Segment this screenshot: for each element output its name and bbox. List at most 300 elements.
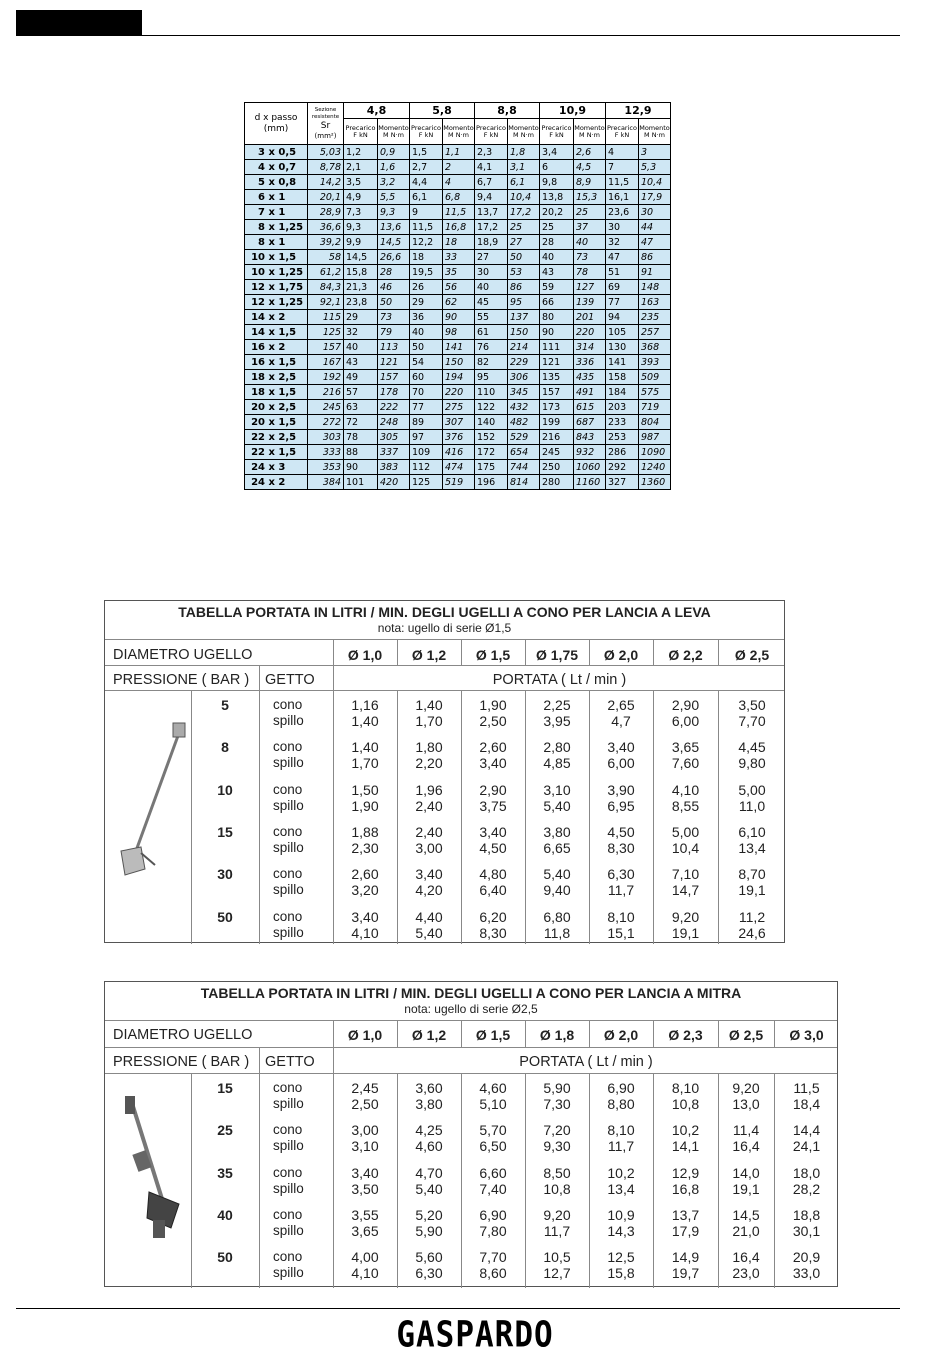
preload-cell: 78: [344, 430, 378, 445]
preload-cell: 66: [540, 295, 574, 310]
preload-cell: 20,2: [540, 205, 574, 220]
preload-cell: 18: [410, 250, 443, 265]
table-note: nota: ugello di serie Ø1,5: [377, 621, 512, 635]
jet-cono: cono: [273, 697, 303, 712]
flow-cono-value: 3,40: [351, 1164, 379, 1181]
torque-cell: 78: [574, 265, 606, 280]
diameter-label: DIAMETRO UGELLO: [113, 1027, 253, 1043]
rule: [105, 1073, 837, 1074]
flow-spillo-value: 10,4: [671, 839, 700, 856]
jet-spillo: spillo: [273, 755, 304, 771]
pitch-value: 1,25: [278, 221, 304, 233]
flow-cono-value: 1,40: [351, 739, 379, 756]
pressure-value: 10: [217, 781, 233, 798]
flow-spillo-value: 4,10: [351, 1265, 379, 1282]
diameter-pitch-cell: 16 x 1,5: [245, 355, 308, 370]
flow-spillo-value: 14,7: [671, 882, 700, 899]
pitch-value: 1,5: [278, 326, 297, 338]
torque-cell: 33: [443, 250, 475, 265]
preload-cell: 140: [475, 415, 508, 430]
section-cell: 115: [308, 310, 344, 325]
torque-header: [378, 119, 410, 145]
torque-cell: 376: [443, 430, 475, 445]
torque-cell: 432: [508, 400, 540, 415]
preload-cell: 11,5: [606, 175, 639, 190]
pitch-value: 0,7: [278, 161, 297, 173]
torque-cell: 73: [378, 310, 410, 325]
flow-spillo-value: 12,7: [543, 1265, 571, 1282]
torque-cell: 9,3: [378, 205, 410, 220]
flow-spillo-value: 6,50: [479, 1138, 507, 1155]
preload-cell: 121: [540, 355, 574, 370]
diameter-pitch-cell: 8 x 1: [245, 235, 308, 250]
preload-cell: 130: [606, 340, 639, 355]
torque-header: [574, 119, 606, 145]
section-caption: resistente: [311, 113, 340, 120]
preload-cell: 25: [540, 220, 574, 235]
diameter-value: 24: [251, 461, 265, 473]
preload-cell: 110: [475, 385, 508, 400]
preload-header: [606, 119, 639, 145]
flow-spillo-value: 5,10: [479, 1096, 507, 1112]
preload-cell: 6,7: [475, 175, 508, 190]
pitch-value: 1,5: [278, 446, 297, 458]
flow-spillo-value: 10,8: [671, 1096, 700, 1112]
preload-cell: 280: [540, 475, 574, 490]
flow-label: PORTATA ( Lt / min ): [519, 1054, 653, 1070]
jet-label: GETTO: [265, 672, 315, 688]
preload-cell: 286: [606, 445, 639, 460]
flow-cono-value: 6,60: [479, 1164, 507, 1181]
torque-cell: 1240: [639, 460, 671, 475]
flow-spillo-value: 19,7: [671, 1265, 700, 1282]
preload-cell: 253: [606, 430, 639, 445]
diameter-value: 16: [251, 341, 265, 353]
flow-cono-value: 20,9: [792, 1249, 821, 1266]
preload-cell: 36: [410, 310, 443, 325]
torque-cell: 157: [378, 370, 410, 385]
flow-cono-value: 10,5: [543, 1249, 571, 1266]
torque-cell: 11,5: [443, 205, 475, 220]
flow-spillo-value: 7,40: [479, 1180, 507, 1197]
preload-cell: 89: [410, 415, 443, 430]
preload-cell: 40: [344, 340, 378, 355]
torque-cell: 44: [639, 220, 671, 235]
flow-cono-value: 5,60: [415, 1249, 443, 1266]
flow-spillo-value: 9,40: [543, 882, 571, 899]
flow-cono-value: 2,65: [607, 697, 635, 713]
preload-cell: 141: [606, 355, 639, 370]
preload-cell: 9: [410, 205, 443, 220]
flow-spillo-value: 1,70: [351, 755, 379, 772]
diameter-pitch-cell: 14 x 2: [245, 310, 308, 325]
diameter-pitch-cell: 16 x 2: [245, 340, 308, 355]
flow-cono-value: 2,25: [543, 697, 571, 713]
flow-cono-value: 6,30: [607, 866, 635, 883]
flow-cono-value: 13,7: [671, 1206, 700, 1223]
torque-cell: 336: [574, 355, 606, 370]
flow-spillo-value: 8,60: [479, 1265, 507, 1282]
preload-cell: 3,5: [344, 175, 378, 190]
pressure-value: 15: [217, 1080, 233, 1096]
flow-spillo-value: 11,7: [607, 882, 635, 899]
flow-spillo-value: 23,0: [732, 1265, 760, 1282]
flow-spillo-value: 21,0: [732, 1222, 760, 1239]
torque-title: Momento: [508, 123, 539, 132]
torque-cell: 17,2: [508, 205, 540, 220]
jet-cono: cono: [273, 1249, 303, 1265]
preload-cell: 45: [475, 295, 508, 310]
torque-unit: M N·m: [579, 130, 600, 139]
flow-spillo-value: 4,60: [415, 1138, 443, 1155]
flow-cono-value: 9,20: [732, 1080, 760, 1096]
preload-cell: 47: [606, 250, 639, 265]
preload-cell: 9,8: [540, 175, 574, 190]
flow-cono-value: 9,20: [671, 908, 700, 925]
table-row: [245, 295, 671, 310]
preload-cell: 9,9: [344, 235, 378, 250]
flow-spillo-value: 3,75: [479, 797, 507, 814]
diameter-pitch-cell: 22 x 1,5: [245, 445, 308, 460]
torque-cell: 194: [443, 370, 475, 385]
flow-spillo-value: 8,30: [607, 839, 635, 856]
flow-spillo-value: 2,50: [351, 1096, 379, 1112]
flow-spillo-value: 6,65: [543, 839, 571, 856]
diameter-pitch-cell: 20 x 2,5: [245, 400, 308, 415]
section-cell: 39,2: [308, 235, 344, 250]
torque-cell: 139: [574, 295, 606, 310]
torque-cell: 121: [378, 355, 410, 370]
rule: [191, 690, 192, 944]
flow-cono-value: 4,10: [671, 781, 700, 798]
preload-cell: 4: [606, 145, 639, 160]
pitch-value: 1,5: [278, 356, 297, 368]
preload-cell: 109: [410, 445, 443, 460]
flow-cono-value: 4,80: [479, 866, 507, 883]
diameter-value: 5: [258, 176, 265, 188]
torque-cell: 509: [639, 370, 671, 385]
section-unit: (mm²): [314, 131, 337, 140]
torque-cell: 932: [574, 445, 606, 460]
table-row: [245, 430, 671, 445]
flow-spillo-value: 11,0: [738, 797, 766, 814]
flow-cono-value: 5,00: [671, 823, 700, 840]
flow-cono-value: 4,60: [479, 1080, 507, 1096]
preload-cell: 69: [606, 280, 639, 295]
torque-cell: 27: [508, 235, 540, 250]
flow-spillo-value: 3,65: [351, 1222, 379, 1239]
diameter-pitch-cell: 4 x 0,7: [245, 160, 308, 175]
torque-cell: 37: [574, 220, 606, 235]
rule: [105, 690, 784, 691]
flow-cono-value: 18,0: [792, 1164, 821, 1181]
torque-cell: 220: [574, 325, 606, 340]
torque-cell: 222: [378, 400, 410, 415]
torque-cell: 235: [639, 310, 671, 325]
diameter-pitch-cell: 22 x 2,5: [245, 430, 308, 445]
pitch-value: 1,75: [278, 281, 304, 293]
preload-cell: 4,4: [410, 175, 443, 190]
diameter-pitch-cell: 12 x 1,25: [245, 295, 308, 310]
torque-cell: 368: [639, 340, 671, 355]
flow-cono-value: 11,2: [738, 908, 766, 925]
preload-cell: 152: [475, 430, 508, 445]
flow-cono-value: 4,45: [738, 739, 766, 756]
table-row: [245, 205, 671, 220]
torque-cell: 393: [639, 355, 671, 370]
pitch-value: 2,5: [278, 401, 297, 413]
preload-cell: 327: [606, 475, 639, 490]
preload-cell: 29: [344, 310, 378, 325]
flow-cono-value: 6,10: [738, 823, 766, 840]
diameter-value: 12: [251, 296, 265, 308]
torque-cell: 25: [574, 205, 606, 220]
flow-spillo-value: 2,30: [351, 839, 379, 856]
flow-spillo-value: 9,30: [543, 1138, 571, 1155]
diameter-pitch-cell: 8 x 1,25: [245, 220, 308, 235]
preload-cell: 173: [540, 400, 574, 415]
section-header: [308, 103, 344, 145]
section-cell: 333: [308, 445, 344, 460]
preload-title: Precarico: [345, 123, 376, 132]
preload-cell: 2,1: [344, 160, 378, 175]
torque-cell: 30: [639, 205, 671, 220]
torque-cell: 416: [443, 445, 475, 460]
preload-cell: 101: [344, 475, 378, 490]
flow-spillo-value: 1,40: [351, 713, 379, 729]
diameter-value: 3: [258, 146, 265, 158]
preload-cell: 43: [540, 265, 574, 280]
nozzle-diameter: Ø 2,5: [734, 647, 770, 663]
jet-cono: cono: [273, 866, 303, 882]
table-row: [245, 310, 671, 325]
torque-cell: 14,5: [378, 235, 410, 250]
table-row: [245, 415, 671, 430]
preload-cell: 4,9: [344, 190, 378, 205]
jet-spillo: spillo: [273, 882, 304, 898]
preload-cell: 49: [344, 370, 378, 385]
flow-spillo-value: 3,10: [351, 1138, 379, 1155]
torque-cell: 3,1: [508, 160, 540, 175]
flow-cono-value: 14,5: [732, 1206, 760, 1223]
torque-cell: 56: [443, 280, 475, 295]
jet-spillo: spillo: [273, 1265, 304, 1281]
flow-spillo-value: 15,1: [607, 924, 635, 941]
flow-spillo-value: 6,40: [479, 882, 507, 899]
torque-cell: 1090: [639, 445, 671, 460]
torque-cell: 10,4: [508, 190, 540, 205]
rule: [259, 665, 260, 944]
section-cell: 5,03: [308, 145, 344, 160]
torque-cell: 345: [508, 385, 540, 400]
preload-cell: 23,6: [606, 205, 639, 220]
table-row: [245, 355, 671, 370]
preload-cell: 105: [606, 325, 639, 340]
flow-cono-value: 3,40: [607, 739, 635, 756]
pitch-value: 1: [278, 236, 286, 248]
flow-spillo-value: 14,3: [607, 1222, 635, 1239]
diameter-pitch-cell: 7 x 1: [245, 205, 308, 220]
table-title: TABELLA PORTATA IN LITRI / MIN. DEGLI UGELLI A CONO PER LANCIA A LEVA: [178, 604, 711, 620]
preload-cell: 14,5: [344, 250, 378, 265]
torque-cell: 150: [443, 355, 475, 370]
table-row: [245, 340, 671, 355]
torque-cell: 47: [639, 235, 671, 250]
diameter-value: 6: [258, 191, 265, 203]
header-rule: [142, 35, 900, 36]
torque-title: Momento: [443, 123, 474, 132]
preload-title: Precarico: [476, 123, 506, 132]
pitch-value: 1: [278, 206, 286, 218]
preload-cell: 6,1: [410, 190, 443, 205]
section-cell: 216: [308, 385, 344, 400]
flow-spillo-value: 8,55: [671, 797, 700, 814]
flow-spillo-value: 30,1: [792, 1222, 821, 1239]
flow-cono-value: 10,2: [671, 1122, 700, 1139]
flow-spillo-value: 4,20: [415, 882, 443, 899]
nozzle-diameter: Ø 1,5: [475, 1027, 511, 1043]
torque-cell: 73: [574, 250, 606, 265]
preload-cell: 245: [540, 445, 574, 460]
preload-cell: 80: [540, 310, 574, 325]
jet-spillo: spillo: [273, 1138, 304, 1154]
gun-lance-illustration: [113, 1092, 193, 1242]
flow-cono-value: 2,45: [351, 1080, 379, 1096]
jet-cono: cono: [273, 823, 303, 839]
grade-header: 10,9: [540, 103, 606, 119]
preload-cell: 184: [606, 385, 639, 400]
torque-cell: 62: [443, 295, 475, 310]
preload-cell: 30: [475, 265, 508, 280]
preload-cell: 13,7: [475, 205, 508, 220]
flow-cono-value: 2,80: [543, 739, 571, 756]
preload-cell: 61: [475, 325, 508, 340]
table-row: [245, 325, 671, 340]
torque-cell: 25: [508, 220, 540, 235]
rule: [105, 665, 784, 666]
section-cell: 84,3: [308, 280, 344, 295]
preload-cell: 3,4: [540, 145, 574, 160]
table-row: [245, 400, 671, 415]
torque-cell: 98: [443, 325, 475, 340]
rule: [259, 1047, 260, 1288]
diameter-value: 4: [258, 161, 265, 173]
section-cell: 384: [308, 475, 344, 490]
torque-cell: 1160: [574, 475, 606, 490]
pressure-value: 35: [217, 1164, 233, 1181]
torque-cell: 474: [443, 460, 475, 475]
torque-cell: 163: [639, 295, 671, 310]
jet-spillo: spillo: [273, 1180, 304, 1196]
torque-cell: 35: [443, 265, 475, 280]
preload-header: [410, 119, 443, 145]
flow-cono-value: 4,00: [351, 1249, 379, 1266]
section-cell: 14,2: [308, 175, 344, 190]
flow-spillo-value: 3,50: [351, 1180, 379, 1197]
rule: [105, 1020, 837, 1021]
diameter-label: DIAMETRO UGELLO: [113, 647, 253, 663]
diameter-value: 18: [251, 386, 265, 398]
preload-cell: 40: [410, 325, 443, 340]
table-row: [245, 280, 671, 295]
flow-spillo-value: 3,20: [351, 882, 379, 899]
torque-cell: 248: [378, 415, 410, 430]
nozzle-diameter: Ø 1,8: [539, 1027, 575, 1043]
flow-spillo-value: 7,30: [543, 1096, 571, 1112]
preload-title: Precarico: [607, 123, 637, 132]
diameter-pitch-cell: 5 x 0,8: [245, 175, 308, 190]
nozzle-table-lever: [104, 600, 785, 943]
preload-cell: 11,5: [410, 220, 443, 235]
flow-cono-value: 5,70: [479, 1122, 507, 1139]
torque-cell: 1,6: [378, 160, 410, 175]
pitch-value: 2,5: [278, 431, 297, 443]
jet-cono: cono: [273, 908, 303, 924]
diameter-value: 16: [251, 356, 265, 368]
flow-cono-value: 11,5: [793, 1080, 820, 1096]
preload-cell: 175: [475, 460, 508, 475]
flow-cono-value: 1,96: [415, 781, 443, 798]
preload-cell: 122: [475, 400, 508, 415]
flow-spillo-value: 17,9: [671, 1222, 700, 1239]
diameter-pitch-cell: 6 x 1: [245, 190, 308, 205]
flow-spillo-value: 2,40: [415, 797, 443, 814]
pressure-value: 50: [217, 1249, 233, 1266]
torque-cell: 1,8: [508, 145, 540, 160]
torque-cell: 113: [378, 340, 410, 355]
pitch-value: 0,8: [278, 176, 297, 188]
diameter-pitch-cell: 14 x 1,5: [245, 325, 308, 340]
flow-cono-value: 1,50: [351, 781, 379, 798]
preload-title: Precarico: [411, 123, 441, 132]
preload-cell: 32: [344, 325, 378, 340]
diameter-pitch-cell: 3 x 0,5: [245, 145, 308, 160]
preload-cell: 16,1: [606, 190, 639, 205]
diameter-value: 18: [251, 371, 265, 383]
preload-header: [475, 119, 508, 145]
preload-cell: 90: [540, 325, 574, 340]
diameter-value: 8: [258, 221, 265, 233]
preload-cell: 60: [410, 370, 443, 385]
table-title: TABELLA PORTATA IN LITRI / MIN. DEGLI UGELLI A CONO PER LANCIA A MITRA: [200, 985, 742, 1001]
preload-cell: 88: [344, 445, 378, 460]
preload-cell: 72: [344, 415, 378, 430]
table-row: [245, 265, 671, 280]
torque-cell: 687: [574, 415, 606, 430]
torque-cell: 519: [443, 475, 475, 490]
torque-cell: 229: [508, 355, 540, 370]
grade-header: 4,8: [344, 103, 410, 119]
flow-cono-value: 8,10: [607, 1122, 635, 1139]
torque-cell: 257: [639, 325, 671, 340]
preload-cell: 112: [410, 460, 443, 475]
jet-cono: cono: [273, 1206, 303, 1222]
section-cell: 192: [308, 370, 344, 385]
flow-cono-value: 8,10: [607, 908, 635, 925]
nozzle-diameter: Ø 1,75: [535, 647, 579, 663]
nozzle-diameter: Ø 1,2: [411, 647, 447, 663]
nozzle-diameter: Ø 2,0: [603, 1027, 639, 1043]
bolt-torque-table: [244, 102, 671, 490]
flow-cono-value: 3,40: [479, 823, 507, 840]
diameter-pitch-cell: 24 x 3: [245, 460, 308, 475]
diameter-value: 20: [251, 401, 265, 413]
diameter-value: 20: [251, 416, 265, 428]
nozzle-diameter: Ø 3,0: [789, 1027, 824, 1043]
preload-cell: 13,8: [540, 190, 574, 205]
section-cell: 303: [308, 430, 344, 445]
flow-cono-value: 3,40: [351, 908, 379, 925]
